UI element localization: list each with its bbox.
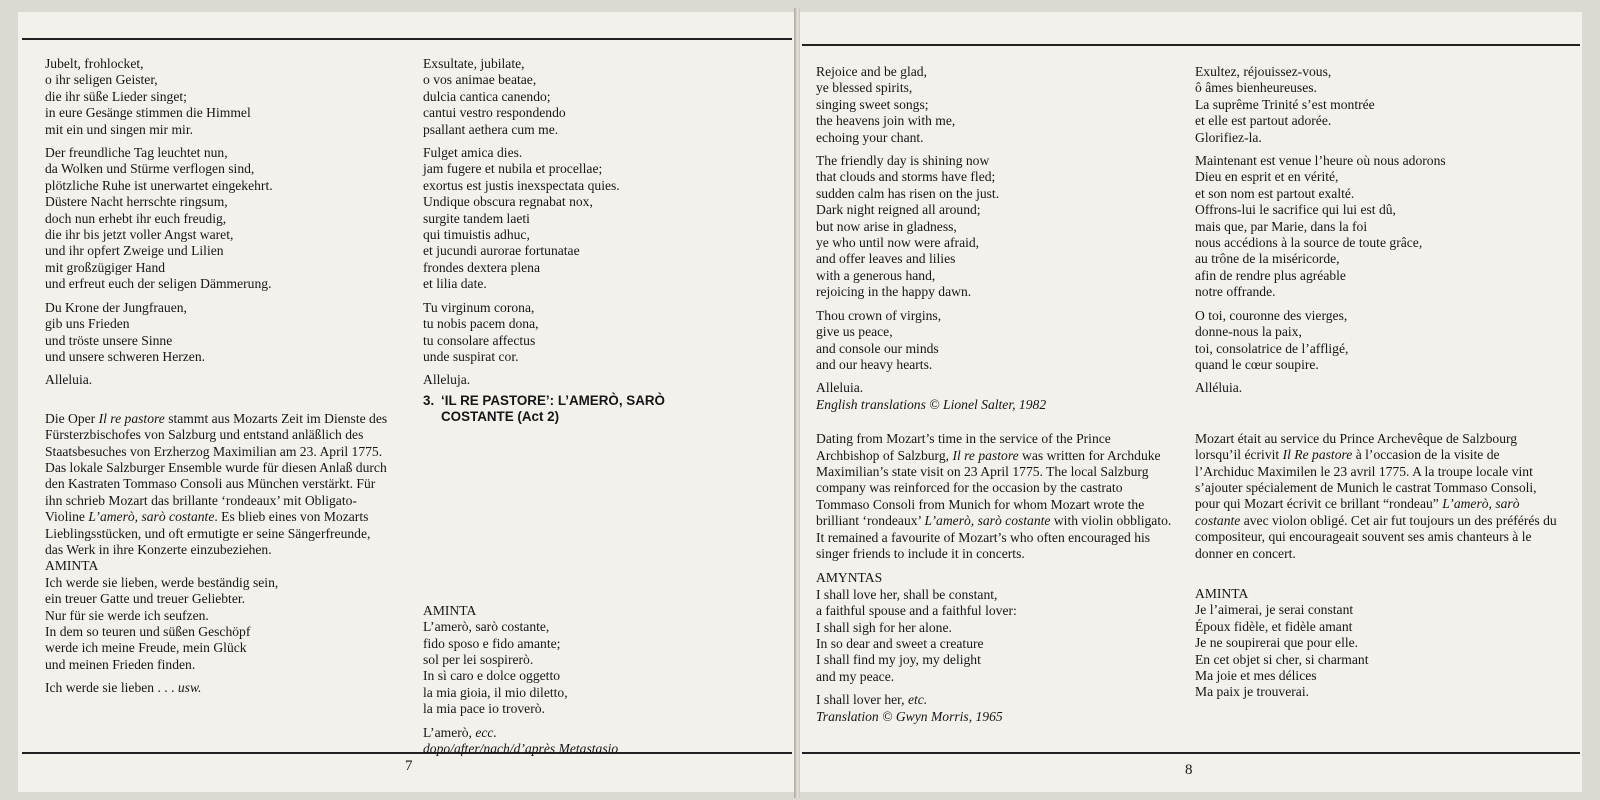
english-aria-end: I shall lover her, etc. bbox=[816, 692, 928, 708]
verse-line: tu consolare affectus bbox=[423, 332, 536, 348]
german-column bbox=[45, 56, 390, 697]
verse-line: Exultez, réjouissez-vous, bbox=[1195, 64, 1332, 79]
german-stanza-3 bbox=[45, 300, 390, 366]
verse-line: mit großzügiger Hand bbox=[45, 259, 166, 275]
alleluia: Alleluia. bbox=[816, 380, 864, 396]
verse-line: Fulget amica dies. bbox=[423, 145, 523, 161]
verse-line: unde suspirat cor. bbox=[423, 348, 519, 364]
verse-line: et lilia date. bbox=[423, 276, 487, 292]
verse-line: et jucundi aurorae fortunatae bbox=[423, 243, 580, 259]
page-number-left: 7 bbox=[405, 758, 413, 774]
verse-line: mit ein und singen mir mir. bbox=[45, 121, 194, 137]
verse-line: In so dear and sweet a creature bbox=[816, 636, 984, 651]
alleluia: Alléluia. bbox=[1195, 380, 1243, 396]
english-intro-prose: Dating from Mozart’s time in the service of the Prince Archbishop of Salzburg, Il re pastore was written for Archduke Maximilian’s state visit on 23 April 1775. The local Salzburg company was reinforced for the occasion by the castrato Tommaso Consoli from Munich for whom Mozart wrote the brilliant ‘rondeaux’ L’amerò, sarò costante with violin obbligato. It remained a favourite of Mozart’s who often encouraged his singer friends to include it in concerts. bbox=[816, 431, 1172, 561]
verse-line: I shall sigh for her alone. bbox=[816, 619, 952, 635]
verse-line: Undique obscura regnabat nox, bbox=[423, 194, 593, 210]
verse-line: gib uns Frieden bbox=[45, 316, 130, 332]
verse-line: notre offrande. bbox=[1195, 284, 1276, 300]
top-rule-right bbox=[802, 44, 1580, 46]
verse-line: cantui vestro respondendo bbox=[423, 105, 566, 121]
french-column bbox=[1195, 64, 1557, 708]
verse-line: Nur für sie werde ich seufzen. bbox=[45, 607, 209, 623]
verse-line: ye blessed spirits, bbox=[816, 80, 913, 96]
verse-line: rejoicing in the happy dawn. bbox=[816, 284, 972, 300]
verse-line: o ihr seligen Geister, bbox=[45, 72, 158, 88]
verse-line: In sì caro e dolce oggetto bbox=[423, 668, 561, 684]
verse-line: sol per lei sospirerò. bbox=[423, 651, 534, 667]
bottom-rule-right bbox=[802, 752, 1580, 754]
verse-line: and console our minds bbox=[816, 340, 939, 356]
verse-line: Exsultate, jubilate, bbox=[423, 56, 525, 71]
verse-line: et son nom est partout exalté. bbox=[1195, 185, 1355, 201]
translation-credit: Translation © Gwyn Morris, 1965 bbox=[816, 708, 1003, 724]
verse-line: toi, consolatrice de l’affligé, bbox=[1195, 340, 1349, 356]
german-stanza-2 bbox=[45, 145, 390, 293]
verse-line: La suprême Trinité s’est montrée bbox=[1195, 96, 1375, 112]
verse-line: Jubelt, frohlocket, bbox=[45, 56, 144, 71]
verse-line: la mia gioia, il mio diletto, bbox=[423, 684, 568, 700]
german-aria bbox=[45, 575, 390, 673]
verse-line: und ihr opfert Zweige und Lilien bbox=[45, 243, 224, 259]
verse-line: und unsere schweren Herzen. bbox=[45, 348, 206, 364]
page-number-right: 8 bbox=[1185, 762, 1193, 778]
verse-line: nous accédions à la source de toute grâce, bbox=[1195, 235, 1423, 251]
verse-line: Ma paix je trouverai. bbox=[1195, 684, 1309, 700]
verse-line: that clouds and storms have fled; bbox=[816, 169, 996, 185]
verse-line: Du Krone der Jungfrauen, bbox=[45, 299, 187, 315]
german-stanza-1 bbox=[45, 56, 390, 138]
french-stanza-1 bbox=[1195, 64, 1557, 146]
verse-line: and offer leaves and lilies bbox=[816, 251, 956, 267]
translation-credit: English translations © Lionel Salter, 1982 bbox=[816, 396, 1047, 412]
verse-line: frondes dextera plena bbox=[423, 259, 541, 275]
italian-aria-end: L’amerò, ecc. bbox=[423, 724, 497, 740]
italian-aria bbox=[423, 619, 783, 717]
verse-line: but now arise in gladness, bbox=[816, 218, 957, 234]
verse-line: und tröste unsere Sinne bbox=[45, 332, 173, 348]
verse-line: Je ne soupirerai que pour elle. bbox=[1195, 635, 1359, 651]
verse-line: in eure Gesänge stimmen die Himmel bbox=[45, 105, 251, 121]
verse-line: et elle est partout adorée. bbox=[1195, 113, 1332, 129]
french-stanza-3 bbox=[1195, 308, 1557, 374]
latin-column bbox=[423, 56, 783, 757]
verse-line: Dieu en esprit et en vérité, bbox=[1195, 169, 1339, 185]
alleluia: Alleluia. bbox=[45, 372, 93, 388]
verse-line: L’amerò, sarò costante, bbox=[423, 619, 550, 635]
alleluia: Alleluja. bbox=[423, 372, 471, 388]
verse-line: Thou crown of virgins, bbox=[816, 307, 942, 323]
verse-line: la mia pace io troverò. bbox=[423, 701, 545, 717]
english-stanza-3 bbox=[816, 308, 1172, 374]
verse-line: werde ich meine Freude, mein Glück bbox=[45, 640, 247, 656]
german-aria-end: Ich werde sie lieben . . . usw. bbox=[45, 680, 202, 696]
verse-line: I shall find my joy, my delight bbox=[816, 652, 981, 668]
verse-line: Ma joie et mes délices bbox=[1195, 668, 1317, 683]
verse-line: die ihr bis jetzt voller Angst waret, bbox=[45, 227, 234, 243]
verse-line: Époux fidèle, et fidèle amant bbox=[1195, 618, 1353, 634]
verse-line: qui timuistis adhuc, bbox=[423, 227, 530, 243]
english-column bbox=[816, 64, 1172, 725]
verse-line: afin de rendre plus agréable bbox=[1195, 267, 1346, 283]
verse-line: I shall love her, shall be constant, bbox=[816, 586, 998, 602]
german-intro-prose: Die Oper Il re pastore stammt aus Mozarts Zeit im Dienste des Fürsterzbischofes von Salzburg und entstand anläßlich des Staatsbesuches von Erzherzog Maximilian am 23. April 1775. Das lokale Salzburger Ensemble wurde für diesen Anlaß durch den Kastraten Tommaso Consoli aus München verstärkt. Für ihn schrieb Mozart das brillante ‘rondeaux’ mit Obligato-Violine L’amerò, sarò costante. Es blieb eines von Mozarts Lieblingsstücken, und oft ermutigte er seine Sängerfreunde, das Werk in ihre Konzerte einzubeziehen. bbox=[45, 410, 388, 557]
verse-line: and my peace. bbox=[816, 668, 895, 684]
role-name: AMYNTAS bbox=[816, 570, 883, 586]
verse-line: Düstere Nacht herrschte ringsum, bbox=[45, 194, 228, 210]
verse-line: with a generous hand, bbox=[816, 267, 936, 283]
verse-line: da Wolken und Stürme verflogen sind, bbox=[45, 161, 255, 177]
verse-line: ô âmes bienheureuses. bbox=[1195, 80, 1317, 96]
verse-line: psallant aethera cum me. bbox=[423, 121, 559, 137]
verse-line: Maintenant est venue l’heure où nous adorons bbox=[1195, 153, 1446, 169]
verse-line: En cet objet si cher, si charmant bbox=[1195, 651, 1369, 667]
verse-line: Offrons-lui le sacrifice qui lui est dû, bbox=[1195, 202, 1396, 218]
verse-line: mais que, par Marie, dans la foi bbox=[1195, 218, 1368, 234]
verse-line: The friendly day is shining now bbox=[816, 153, 990, 169]
verse-line: Rejoice and be glad, bbox=[816, 64, 927, 79]
verse-line: Ich werde sie lieben, werde beständig sein, bbox=[45, 574, 279, 590]
verse-line: Der freundliche Tag leuchtet nun, bbox=[45, 145, 228, 161]
verse-line: give us peace, bbox=[816, 324, 893, 340]
verse-line: O toi, couronne des vierges, bbox=[1195, 307, 1348, 323]
section-heading: 3. ‘IL RE PASTORE’: L’AMERÒ, SARÒ COSTANTE (Act 2) bbox=[423, 392, 665, 424]
verse-line: echoing your chant. bbox=[816, 129, 924, 145]
libretto-credit: dopo/after/nach/d’après Metastasio bbox=[423, 740, 619, 756]
verse-line: sudden calm has risen on the just. bbox=[816, 185, 1000, 201]
verse-line: o vos animae beatae, bbox=[423, 72, 537, 88]
verse-line: Tu virginum corona, bbox=[423, 299, 535, 315]
verse-line: doch nun erhebt ihr euch freudig, bbox=[45, 210, 227, 226]
verse-line: surgite tandem laeti bbox=[423, 210, 530, 226]
top-rule-left bbox=[22, 38, 792, 40]
english-stanza-2 bbox=[816, 153, 1172, 301]
role-name: AMINTA bbox=[1195, 585, 1249, 601]
verse-line: und meinen Frieden finden. bbox=[45, 656, 196, 672]
verse-line: dulcia cantica canendo; bbox=[423, 88, 551, 104]
latin-stanza-2 bbox=[423, 145, 783, 293]
verse-line: Dark night reigned all around; bbox=[816, 202, 981, 218]
verse-line: au trône de la miséricorde, bbox=[1195, 251, 1340, 267]
verse-line: quand le cœur soupire. bbox=[1195, 356, 1319, 372]
verse-line: ye who until now were afraid, bbox=[816, 235, 980, 251]
french-stanza-2 bbox=[1195, 153, 1557, 301]
french-aria bbox=[1195, 602, 1557, 700]
verse-line: und erfreut euch der seligen Dämmerung. bbox=[45, 276, 272, 292]
verse-line: exortus est justis inexspectata quies. bbox=[423, 177, 620, 193]
verse-line: Je l’aimerai, je serai constant bbox=[1195, 602, 1354, 618]
verse-line: and our heavy hearts. bbox=[816, 356, 933, 372]
verse-line: singing sweet songs; bbox=[816, 96, 929, 112]
verse-line: jam fugere et nubila et procellae; bbox=[423, 161, 603, 177]
french-intro-prose: Mozart était au service du Prince Archevêque de Salzbourg lorsqu’il écrivit Il Re pastore à l’occasion de la visite de l’Archiduc Maximilen le 23 avril 1775. A la troupe locale vint s’ajouter spécialement de Munich le castrat Tommaso Consoli, pour qui Mozart écrivit ce brillant “rondeau” L’amerò, sarò costante avec violon obligé. Cet air fut toujours un des préférés du compositeur, qui encourageait souvent ses amis chanteurs à le donner en concert. bbox=[1195, 430, 1557, 561]
verse-line: In dem so teuren und süßen Geschöpf bbox=[45, 624, 251, 639]
english-aria bbox=[816, 587, 1172, 685]
verse-line: Glorifiez-la. bbox=[1195, 129, 1262, 145]
verse-line: die ihr süße Lieder singet; bbox=[45, 88, 187, 104]
latin-stanza-3 bbox=[423, 300, 783, 366]
role-name: AMINTA bbox=[45, 558, 99, 574]
english-stanza-1 bbox=[816, 64, 1172, 146]
verse-line: the heavens join with me, bbox=[816, 113, 956, 129]
verse-line: plötzliche Ruhe ist unerwartet eingekehrt. bbox=[45, 177, 273, 193]
role-name: AMINTA bbox=[423, 602, 477, 618]
latin-stanza-1 bbox=[423, 56, 783, 138]
verse-line: a faithful spouse and a faithful lover: bbox=[816, 603, 1017, 619]
verse-line: tu nobis pacem dona, bbox=[423, 316, 539, 332]
verse-line: donne-nous la paix, bbox=[1195, 324, 1302, 340]
verse-line: ein treuer Gatte und treuer Geliebter. bbox=[45, 591, 246, 607]
verse-line: fido sposo e fido amante; bbox=[423, 635, 561, 651]
